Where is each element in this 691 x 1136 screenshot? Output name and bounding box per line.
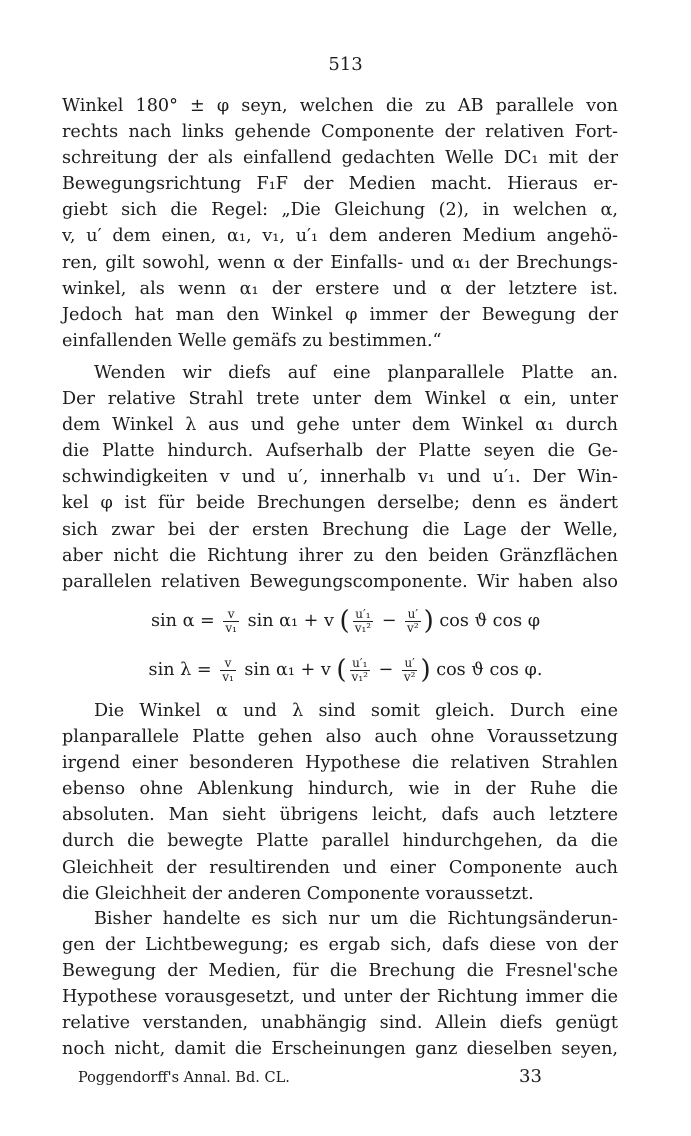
fraction: [353, 608, 373, 635]
formula-middle: sin α₁ + v: [244, 660, 331, 680]
numerator: v: [220, 657, 236, 671]
text-line: dem Winkel λ aus und gehe unter dem Winkel α₁ durch: [62, 415, 618, 436]
fraction: [402, 657, 418, 684]
page-number: 513: [328, 54, 363, 75]
text-line: Winkel 180° ± φ seyn, welchen die zu AB parallele von: [62, 96, 618, 116]
text-line: schreitung der als einfallend gedachten Welle DC₁ mit der: [62, 148, 618, 169]
formula-tail: cos ϑ cos φ: [439, 611, 541, 631]
text-line: kel φ ist für beide Brechungen derselbe; denn es ändert: [62, 493, 618, 514]
text-line: aber nicht die Richtung ihrer zu den beiden Gränzflächen: [62, 545, 618, 566]
paragraph-1: [62, 93, 618, 354]
text-line: Der relative Strahl trete unter dem Winkel α ein, unter: [62, 389, 618, 410]
text-line: ren, gilt sowohl, wenn α der Einfalls- und α₁ der Brechungs-: [62, 252, 618, 273]
formula-lhs: sin λ =: [148, 660, 212, 680]
close-paren: ): [423, 606, 434, 636]
numerator: u′: [405, 608, 421, 622]
text-line: v, u′ dem einen, α₁, v₁, u′₁ dem anderen Medium angehö-: [62, 226, 618, 247]
denominator: v²: [407, 620, 419, 635]
footer-source: Poggendorff's Annal. Bd. CL.: [78, 1070, 290, 1086]
numerator: u′₁: [350, 657, 370, 671]
text-line: einfallenden Welle gemäfs zu bestimmen.“: [62, 330, 442, 351]
formula-1: [0, 606, 691, 636]
text-line: die Gleichheit der anderen Componente voraussetzt.: [62, 883, 534, 904]
text-line: sich zwar bei der ersten Brechung die Lage der Welle,: [62, 519, 618, 540]
denominator: v₁: [222, 669, 234, 684]
text-line: durch die bewegte Platte parallel hindurchgehen, da die: [62, 831, 618, 852]
denominator: v₁: [225, 620, 237, 635]
denominator: v²: [403, 669, 416, 684]
text-line: schwindigkeiten v und u′, innerhalb v₁ und u′₁. Der Win-: [62, 467, 618, 488]
minus-sign: −: [378, 660, 394, 680]
text-line: ebenso ohne Ablenkung hindurch, wie in der Ruhe die: [62, 779, 618, 800]
text-line: Die Winkel α und λ sind somit gleich. Durch eine: [94, 701, 618, 721]
text-line: Gleichheit der resultirenden und einer Componente auch: [62, 857, 618, 878]
text-line: planparallele Platte gehen also auch ohne Voraussetzung: [62, 727, 618, 748]
text-line: irgend einer besonderen Hypothese die relativen Strahlen: [62, 753, 618, 774]
footer-signature: 33: [519, 1066, 542, 1087]
open-paren: (: [339, 606, 350, 636]
open-paren: (: [336, 655, 347, 685]
text-line: parallelen relativen Bewegungscomponente. Wir haben also: [62, 571, 618, 592]
fraction: [223, 608, 239, 635]
text-line: giebt sich die Regel: „Die Gleichung (2), in welchen α,: [62, 200, 618, 221]
minus-sign: −: [381, 611, 397, 631]
numerator: u′₁: [353, 608, 373, 622]
formula-lhs: sin α =: [150, 611, 215, 631]
paragraph-4: [62, 906, 618, 1063]
text-line: Bewegungsrichtung F₁F der Medien macht. Hieraus er-: [62, 174, 618, 195]
text-line: gen der Lichtbewegung; es ergab sich, dafs diese von der: [62, 935, 618, 956]
text-line: Bewegung der Medien, für die Brechung die Fresnel'sche: [62, 961, 618, 982]
denominator: v₁²: [354, 620, 372, 635]
text-line: winkel, als wenn α₁ der erstere und α der letztere ist.: [62, 278, 618, 299]
text-line: Jedoch hat man den Winkel φ immer der Bewegung der: [62, 304, 618, 325]
formula-2: [0, 655, 691, 685]
text-line: Bisher handelte es sich nur um die Richtungsänderun-: [94, 909, 618, 929]
formula-tail: cos ϑ cos φ.: [436, 660, 543, 680]
text-line: rechts nach links gehende Componente der relativen Fort-: [62, 122, 618, 143]
close-paren: ): [420, 655, 431, 685]
text-line: die Platte hindurch. Aufserhalb der Platte seyen die Ge-: [62, 441, 618, 462]
text-line: relative verstanden, unabhängig sind. Allein diefs genügt: [62, 1013, 618, 1034]
fraction: [220, 657, 236, 684]
text-line: absoluten. Man sieht übrigens leicht, dafs auch letztere: [62, 805, 618, 826]
numerator: v: [223, 608, 239, 622]
paragraph-3: [62, 698, 618, 907]
text-line: Hypothese vorausgesetzt, und unter der Richtung immer die: [62, 987, 618, 1008]
fraction: [350, 657, 370, 684]
fraction: [405, 608, 421, 635]
formula-middle: sin α₁ + v: [247, 611, 334, 631]
denominator: v₁²: [351, 669, 368, 684]
text-line: noch nicht, damit die Erscheinungen ganz dieselben seyen,: [62, 1039, 618, 1060]
text-line: Wenden wir diefs auf eine planparallele Platte an.: [94, 363, 618, 383]
numerator: u′: [402, 657, 418, 671]
paragraph-2: [62, 360, 618, 595]
